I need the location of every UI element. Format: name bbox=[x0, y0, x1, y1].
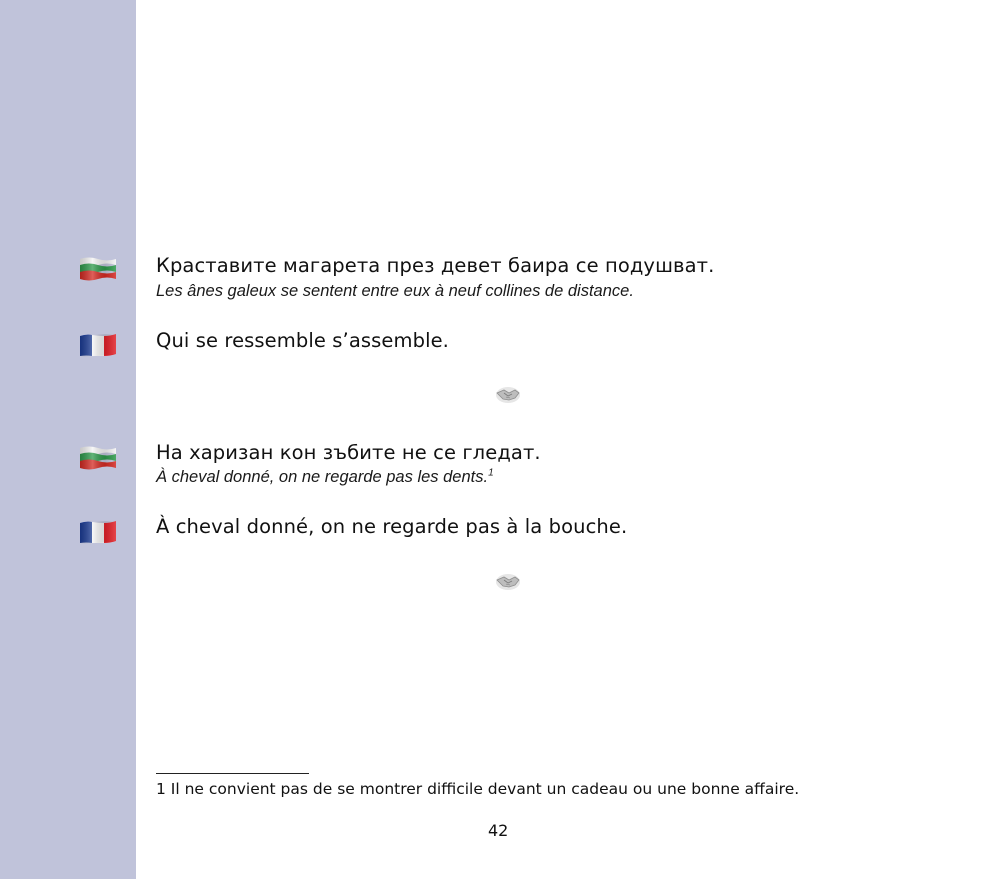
translation-text: À cheval donné, on ne regarde pas les dents. bbox=[156, 468, 489, 486]
translation-french-1: Les ânes galeux se sentent entre eux à neuf collines de distance. bbox=[156, 282, 634, 300]
translation-french-2 bbox=[156, 468, 494, 487]
sidebar-band bbox=[0, 0, 136, 879]
footnote-divider bbox=[156, 773, 309, 774]
proverb-french-2: À cheval donné, on ne regarde pas à la bouche. bbox=[156, 515, 628, 538]
proverb-bulgarian-1: Краставите магарета през девет баира се подушват. bbox=[156, 254, 715, 277]
handshake-icon bbox=[494, 383, 522, 405]
bulgaria-flag-icon bbox=[79, 445, 117, 471]
page-number-label: 42 bbox=[488, 821, 509, 840]
france-flag-icon bbox=[79, 520, 117, 546]
proverb-bulgarian-2: На харизан кон зъбите не се гледат. bbox=[156, 441, 541, 464]
footnote-reference: 1 bbox=[488, 467, 494, 479]
handshake-icon bbox=[494, 570, 522, 592]
france-flag-icon bbox=[79, 333, 117, 359]
bulgaria-flag-icon bbox=[79, 256, 117, 282]
footnote-text: 1 Il ne convient pas de se montrer difficile devant un cadeau ou une bonne affaire. bbox=[156, 780, 800, 798]
proverb-french-1: Qui se ressemble s’assemble. bbox=[156, 329, 449, 352]
